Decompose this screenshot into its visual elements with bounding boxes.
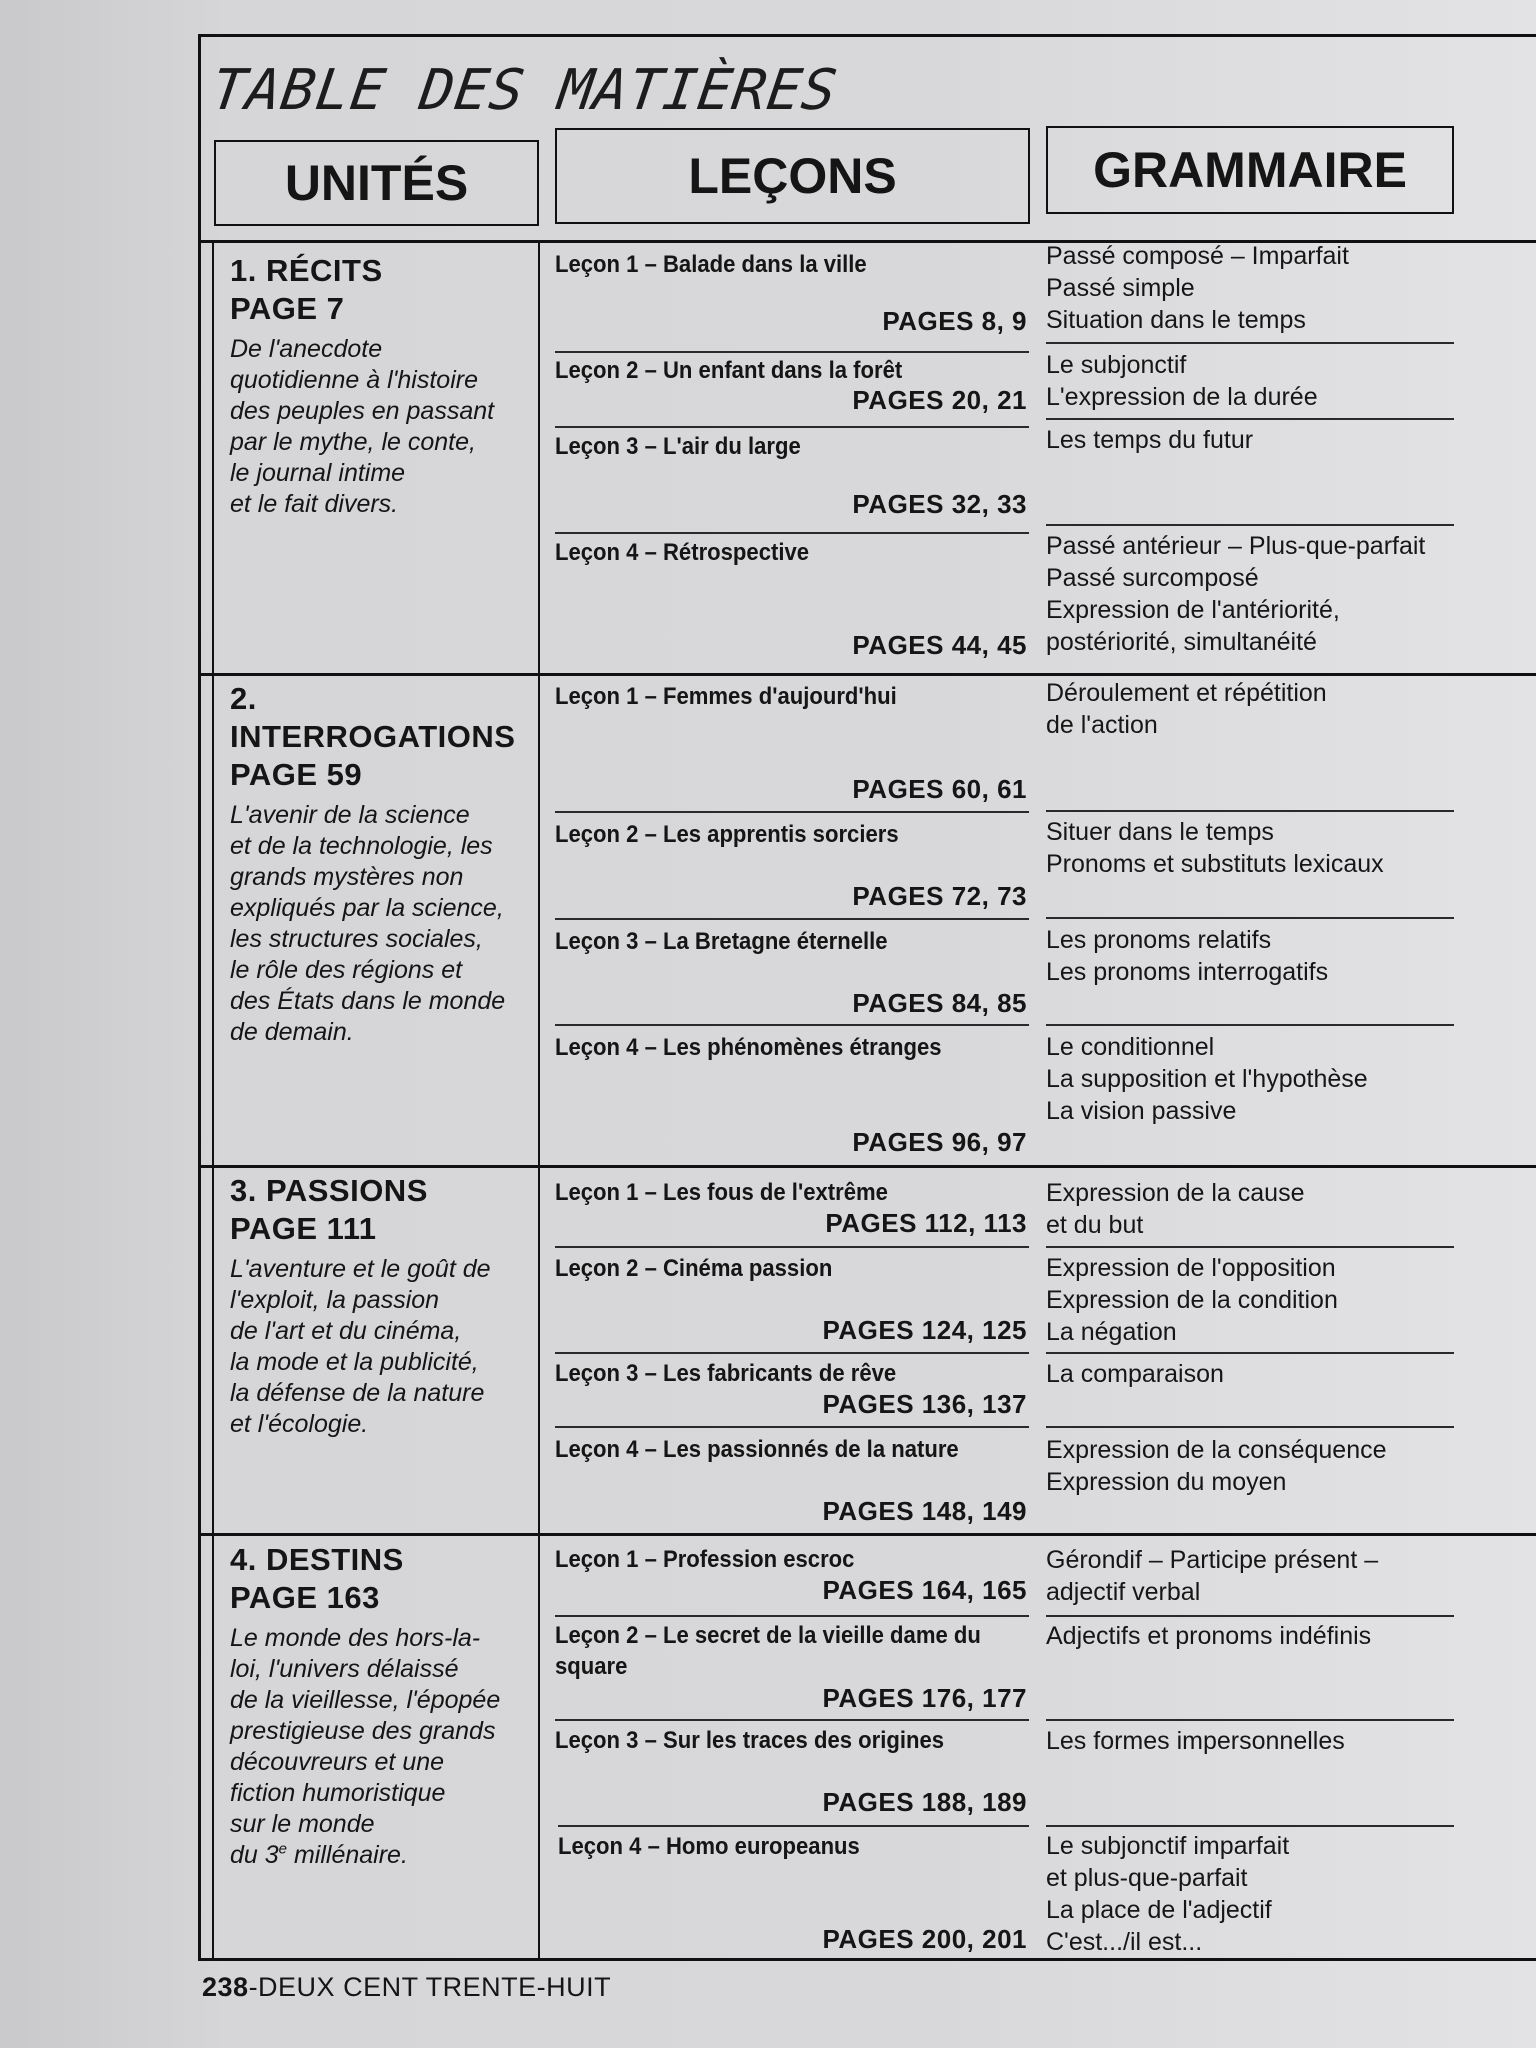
desc-line: des États dans le monde (230, 987, 506, 1015)
grammar-line: Passé antérieur – Plus-que-parfait (1046, 532, 1426, 560)
grammar-line: Situation dans le temps (1046, 306, 1306, 334)
grammar-line: Déroulement et répétition (1046, 679, 1327, 707)
grammar-line: Gérondif – Participe présent – (1046, 1546, 1379, 1574)
unit-title: 3. PASSIONS (230, 1173, 428, 1208)
lesson-separator (555, 1246, 1029, 1248)
lesson-item (555, 1177, 1029, 1242)
unit-separator (198, 1533, 1536, 1536)
desc-line: la défense de la nature (230, 1379, 485, 1407)
desc-line: de demain. (230, 1018, 354, 1046)
desc-line-last (230, 1840, 530, 1871)
lesson-separator (1046, 1615, 1454, 1617)
lesson-separator (555, 1719, 1029, 1721)
lesson-item (555, 1434, 1029, 1529)
lesson-item (555, 355, 1029, 420)
lesson-item (555, 1032, 1029, 1162)
unit-description (230, 800, 530, 1048)
unit-title: 4. DESTINS (230, 1542, 404, 1577)
unit-separator (198, 1165, 1536, 1168)
grammar-item (1046, 1620, 1466, 1652)
desc-line: de la vieillesse, l'épopée (230, 1686, 501, 1714)
lesson-separator (555, 1352, 1029, 1354)
lesson-separator (555, 1426, 1029, 1428)
lesson-title: Leçon 4 – Rétrospective (555, 539, 810, 566)
header-unites: UNITÉS (214, 140, 539, 226)
header-lecons: LEÇONS (555, 128, 1030, 224)
lesson-pages: PAGES 44, 45 (852, 630, 1027, 660)
grammar-line: La comparaison (1046, 1360, 1224, 1388)
grammar-item (1046, 1830, 1466, 1958)
grammar-item (1046, 1544, 1466, 1608)
unit-title: 1. RÉCITS (230, 253, 383, 288)
unit-page: PAGE 163 (230, 1580, 380, 1615)
lesson-separator (1046, 1825, 1454, 1827)
lesson-title: Leçon 1 – Profession escroc (555, 1546, 855, 1573)
lesson-separator (555, 532, 1029, 534)
lesson-pages: PAGES 176, 177 (822, 1683, 1027, 1713)
page-number-words: -DEUX CENT TRENTE-HUIT (248, 1972, 612, 2002)
desc-line: des peuples en passant (230, 397, 495, 425)
grammar-line: Le subjonctif (1046, 351, 1187, 379)
lesson-separator (1046, 917, 1454, 919)
grammar-item (1046, 1031, 1466, 1127)
lesson-separator (555, 1615, 1029, 1617)
bottom-line (198, 1958, 1536, 1961)
grammar-line: et du but (1046, 1211, 1144, 1239)
desc-line: le journal intime (230, 459, 406, 487)
desc-line: quotidienne à l'histoire (230, 366, 478, 394)
grammar-line: Passé surcomposé (1046, 564, 1259, 592)
grammar-line: Les pronoms interrogatifs (1046, 958, 1329, 986)
lesson-title: Leçon 4 – Les phénomènes étranges (555, 1034, 942, 1061)
unit-interrogations (230, 680, 530, 1048)
unit-page: PAGE 111 (230, 1211, 377, 1246)
lesson-item (555, 1544, 1029, 1609)
lesson-item (555, 926, 1029, 1021)
lesson-separator (555, 1024, 1029, 1026)
grammar-item (1046, 924, 1466, 988)
lesson-separator (1046, 1352, 1454, 1354)
grammar-line: Les pronoms relatifs (1046, 926, 1272, 954)
lesson-item (555, 1358, 1029, 1423)
lesson-separator (1046, 418, 1454, 420)
lesson-separator (1046, 524, 1454, 526)
desc-line: la mode et la publicité, (230, 1348, 479, 1376)
grammar-item (1046, 1434, 1466, 1498)
lesson-pages: PAGES 60, 61 (852, 774, 1027, 804)
desc-line: découvreurs et une (230, 1748, 445, 1776)
ordinal-superscript: e (278, 1840, 288, 1858)
grammar-line: postériorité, simultanéité (1046, 628, 1317, 656)
grammar-line: Les temps du futur (1046, 426, 1254, 454)
lesson-pages: PAGES 32, 33 (852, 489, 1027, 519)
grammar-line: de l'action (1046, 711, 1158, 739)
grammar-item (1046, 677, 1466, 741)
desc-fragment: du 3 (230, 1841, 279, 1869)
desc-fragment: millénaire. (287, 1841, 408, 1869)
lesson-item (555, 1725, 1029, 1820)
lesson-pages: PAGES 188, 189 (822, 1787, 1027, 1817)
unit-page: PAGE 7 (230, 291, 345, 326)
unit-separator (198, 673, 1536, 676)
lesson-title: Leçon 3 – L'air du large (555, 433, 801, 460)
grammar-item (1046, 816, 1466, 880)
grammar-line: L'expression de la durée (1046, 383, 1318, 411)
grammar-line: Le subjonctif imparfait (1046, 1832, 1290, 1860)
lesson-pages: PAGES 136, 137 (822, 1389, 1027, 1419)
grammar-line: et plus-que-parfait (1046, 1864, 1248, 1892)
lesson-title: Leçon 2 – Un enfant dans la forêt (555, 357, 903, 384)
lesson-pages: PAGES 164, 165 (822, 1575, 1027, 1605)
lesson-pages: PAGES 96, 97 (852, 1127, 1027, 1157)
grammar-line: adjectif verbal (1046, 1578, 1201, 1606)
grammar-item (1046, 240, 1466, 336)
lesson-separator (558, 1825, 1029, 1827)
lesson-pages: PAGES 20, 21 (852, 385, 1027, 415)
grammar-line: Le conditionnel (1046, 1033, 1215, 1061)
grammar-line: Passé simple (1046, 274, 1195, 302)
lesson-title: Leçon 2 – Les apprentis sorciers (555, 821, 899, 848)
lesson-separator (1046, 1246, 1454, 1248)
lesson-item (555, 431, 1029, 526)
lesson-item (555, 681, 1029, 806)
page-footer (202, 1972, 611, 2003)
lesson-separator (555, 918, 1029, 920)
grammar-line: Les formes impersonnelles (1046, 1727, 1345, 1755)
desc-line: l'exploit, la passion (230, 1286, 440, 1314)
lesson-separator (1046, 1024, 1454, 1026)
page-number: 238 (202, 1972, 249, 2002)
lesson-pages: PAGES 112, 113 (825, 1208, 1027, 1238)
lesson-pages: PAGES 8, 9 (882, 306, 1027, 336)
unit-passions (230, 1172, 530, 1440)
grammar-item (1046, 1177, 1466, 1241)
desc-line: et l'écologie. (230, 1410, 369, 1438)
unit-destins (230, 1541, 530, 1871)
grammar-item (1046, 424, 1466, 456)
desc-line: De l'anecdote (230, 335, 383, 363)
unit-description (230, 334, 530, 520)
lesson-title: Leçon 4 – Homo europeanus (558, 1833, 860, 1860)
grammar-line: Expression de l'antériorité, (1046, 596, 1340, 624)
lesson-pages: PAGES 148, 149 (822, 1496, 1027, 1526)
lesson-separator (1046, 1426, 1454, 1428)
lesson-item (555, 537, 1029, 667)
unit-description (230, 1623, 530, 1871)
desc-line: fiction humoristique (230, 1779, 446, 1807)
unit-recits (230, 252, 530, 520)
grammar-item (1046, 1252, 1466, 1348)
lesson-separator (555, 351, 1029, 353)
grammar-line: Expression de la condition (1046, 1286, 1338, 1314)
grammar-line: Expression de la conséquence (1046, 1436, 1387, 1464)
lesson-title: Leçon 1 – Balade dans la ville (555, 251, 867, 278)
desc-line: et de la technologie, les (230, 832, 493, 860)
desc-line: prestigieuse des grands (230, 1717, 496, 1745)
unit-title: 2. INTERROGATIONS (230, 681, 516, 754)
grammar-item (1046, 1725, 1466, 1757)
lesson-title: Leçon 2 – Le secret de la vieille dame du square (555, 1622, 981, 1680)
lesson-item (555, 1620, 1029, 1715)
lesson-title: Leçon 3 – Les fabricants de rêve (555, 1360, 897, 1387)
grammar-line: C'est.../il est... (1046, 1928, 1203, 1956)
desc-line: Le monde des hors-la- (230, 1624, 481, 1652)
lesson-separator (1046, 1719, 1454, 1721)
lesson-separator (555, 811, 1029, 813)
desc-line: L'aventure et le goût de (230, 1255, 491, 1283)
lesson-title: Leçon 2 – Cinéma passion (555, 1255, 833, 1282)
desc-line: par le mythe, le conte, (230, 428, 476, 456)
grammar-line: Pronoms et substituts lexicaux (1046, 850, 1384, 878)
grammar-line: La place de l'adjectif (1046, 1896, 1272, 1924)
unit-description (230, 1254, 530, 1440)
desc-line: le rôle des régions et (230, 956, 463, 984)
lesson-title: Leçon 1 – Les fous de l'extrême (555, 1179, 888, 1206)
lesson-item (555, 1253, 1029, 1348)
grammar-line: Situer dans le temps (1046, 818, 1274, 846)
lesson-pages: PAGES 72, 73 (852, 881, 1027, 911)
grammar-line: Passé composé – Imparfait (1046, 242, 1349, 270)
lesson-item (555, 819, 1029, 914)
desc-line: les structures sociales, (230, 925, 483, 953)
desc-line: expliqués par la science, (230, 894, 504, 922)
lesson-item (558, 1831, 1029, 1956)
column-divider (538, 240, 540, 1960)
grammar-line: Adjectifs et pronoms indéfinis (1046, 1622, 1372, 1650)
lesson-pages: PAGES 200, 201 (822, 1924, 1027, 1954)
grammar-line: La négation (1046, 1318, 1177, 1346)
desc-line: de l'art et du cinéma, (230, 1317, 462, 1345)
grammar-line: La vision passive (1046, 1097, 1237, 1125)
grammar-item (1046, 530, 1466, 658)
unit-page: PAGE 59 (230, 757, 363, 792)
lesson-pages: PAGES 84, 85 (852, 988, 1027, 1018)
desc-line: et le fait divers. (230, 490, 399, 518)
lesson-separator (1046, 342, 1454, 344)
lesson-item (555, 249, 1029, 339)
header-grammaire: GRAMMAIRE (1046, 126, 1454, 214)
lesson-pages: PAGES 124, 125 (822, 1315, 1027, 1345)
desc-line: sur le monde (230, 1810, 375, 1838)
desc-line: L'avenir de la science (230, 801, 470, 829)
lesson-title: Leçon 4 – Les passionnés de la nature (555, 1436, 959, 1463)
lesson-title: Leçon 1 – Femmes d'aujourd'hui (555, 683, 897, 710)
grammar-line: Expression de l'opposition (1046, 1254, 1336, 1282)
lesson-separator (1046, 810, 1454, 812)
lesson-title: Leçon 3 – Sur les traces des origines (555, 1727, 945, 1754)
lesson-separator (555, 426, 1029, 428)
inner-left-border (212, 240, 214, 1960)
grammar-item (1046, 1358, 1466, 1390)
grammar-line: Expression de la cause (1046, 1179, 1305, 1207)
page-title: TABLE DES MATIÈRES (207, 58, 842, 123)
grammar-line: Expression du moyen (1046, 1468, 1287, 1496)
lesson-title: Leçon 3 – La Bretagne éternelle (555, 928, 888, 955)
desc-line: loi, l'univers délaissé (230, 1655, 459, 1683)
desc-line: grands mystères non (230, 863, 464, 891)
grammar-item (1046, 349, 1466, 413)
grammar-line: La supposition et l'hypothèse (1046, 1065, 1368, 1093)
